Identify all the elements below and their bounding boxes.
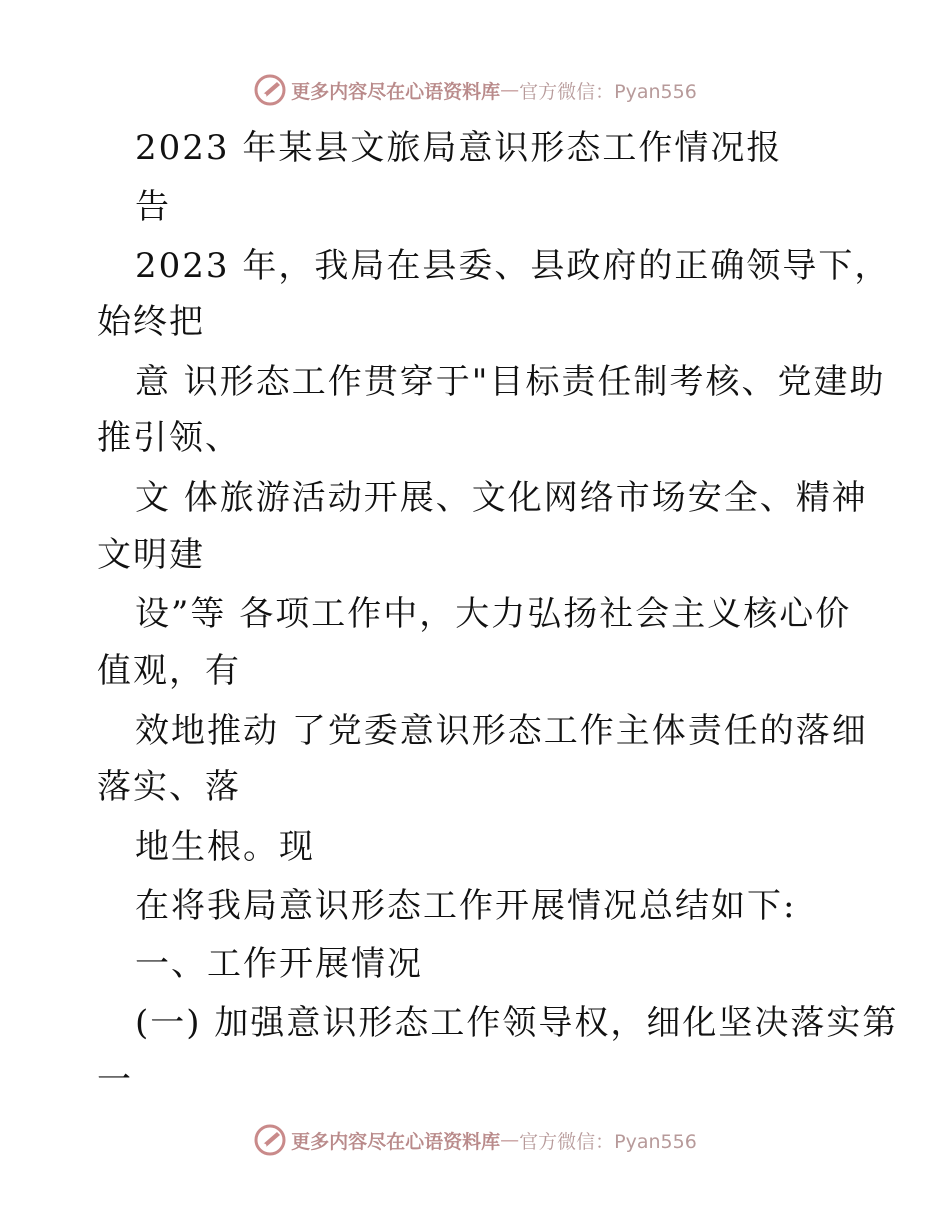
watermark-wechat: 官方微信：Pyan556 [519,1130,697,1153]
doc-subsection-heading-continued: 一 [97,1060,133,1100]
library-logo-icon [253,73,287,107]
doc-paragraph-line: 文明建 [97,535,205,575]
watermark-wechat: 官方微信：Pyan556 [519,80,697,103]
doc-paragraph-line: 2023 年，我局在县委、县政府的正确领导下， [135,246,891,286]
watermark-separator: — [500,1129,520,1151]
doc-paragraph-line: 在将我局意识形态工作开展情况总结如下: [135,886,797,926]
doc-paragraph-line: 地生根。现 [135,827,315,867]
watermark-banner-top [0,70,950,110]
doc-paragraph-line: 意 识形态工作贯穿于"目标责任制考核、党建助 [135,362,886,402]
doc-paragraph-line: 推引领、 [97,418,241,458]
doc-paragraph-line: 始终把 [97,302,205,342]
library-logo-icon [253,1123,287,1157]
doc-paragraph-line: 文 体旅游活动开展、文化网络市场安全、精神 [135,478,868,518]
watermark-brand: 更多内容尽在心语资料库 [291,80,501,103]
watermark-banner-bottom [0,1120,950,1160]
doc-paragraph-line: 设”等 各项工作中，大力弘扬社会主义核心价 [135,594,852,634]
doc-paragraph-line: 效地推动 了党委意识形态工作主体责任的落细 [135,711,868,751]
doc-title-line-1: 2023 年某县文旅局意识形态工作情况报 [135,128,783,168]
doc-section-heading: 一、工作开展情况 [135,944,423,984]
doc-title-line-2: 告 [135,187,171,227]
doc-subsection-heading: (一) 加强意识形态工作领导权，细化坚决落实第 [135,1003,899,1043]
doc-paragraph-line: 值观，有 [97,651,241,691]
doc-paragraph-line: 落实、落 [97,767,241,807]
watermark-separator: — [500,79,520,101]
watermark-brand: 更多内容尽在心语资料库 [291,1130,501,1153]
